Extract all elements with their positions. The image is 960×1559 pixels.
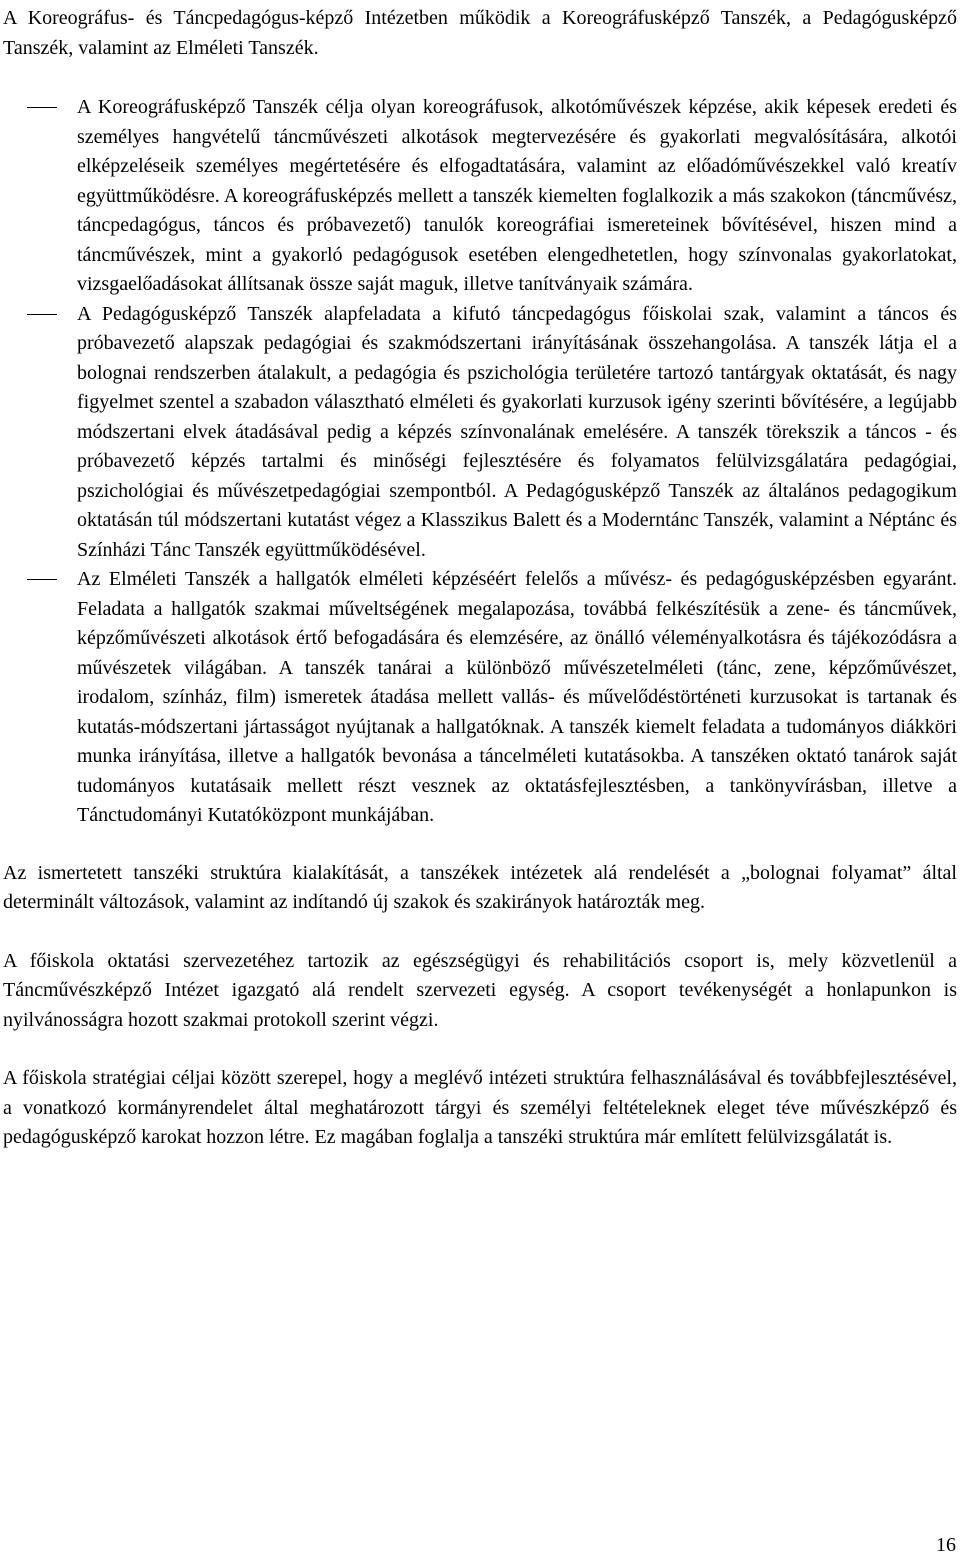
list-item-theory-department (3, 565, 957, 831)
list-item-text: Az Elméleti Tanszék a hallgatók elméleti képzéséért felelős a művész- és pedagógusképzésben egyaránt. Feladata a hallgatók szakmai műveltségének megalapozása, továbbá felkészítésük a zene- és táncművek, képzőművészeti alkotások értő befogadására és elemzésére, az önálló véleményalkotásra és tájékozódásra a művészetek világában. A tanszék tanárai a különböző művészetelméleti (tánc, zene, képzőművészet, irodalom, színház, film) ismeretek átadása mellett vallás- és művelődéstörténeti kurzusokat is tartanak és kutatás-módszertani jártasságot nyújtanak a hallgatóknak. A tanszék kiemelt feladata a tudományos diákköri munka irányítása, illetve a hallgatók bevonása a táncelméleti kutatásokba. A tanszéken oktató tanárok saját tudományos kutatásaik mellett részt vesznek az oktatásfejlesztésben, a tankönyvírásban, illetve a Tánctudományi Kutatóközpont munkájában. (77, 568, 957, 826)
dash-bullet-icon (27, 314, 57, 315)
body-paragraph: A főiskola stratégiai céljai között szerepel, hogy a meglévő intézeti struktúra felhasználásával és továbbfejlesztésével, a vonatkozó kormányrendelet által meghatározott tárgyi és személyi feltételeknek eleget téve művészképző és pedagógusképző karokat hozzon létre. Ez magában foglalja a tanszéki struktúra már említett felülvizsgálatát is. (3, 1067, 957, 1148)
dash-bullet-icon (27, 107, 57, 108)
intro-paragraph: A Koreográfus- és Táncpedagógus-képző Intézetben működik a Koreográfusképző Tanszék, a Pedagógusképző Tanszék, valamint az Elméleti Tanszék. (3, 7, 957, 59)
page-number: 16 (936, 1534, 956, 1556)
dash-bullet-icon (27, 579, 57, 580)
list-item-pedagogy-department (3, 300, 957, 566)
list-item-text: A Koreográfusképző Tanszék célja olyan koreográfusok, alkotóművészek képzése, akik képesek eredeti és személyes hangvételű táncművészeti alkotások megtervezésére és gyakorlati megvalósítására, alkotói elképzeléseik személyes megértetésére és elfogadtatására, valamint az előadóművészekkel való kreatív együttműködésre. A koreográfusképzés mellett a tanszék kiemelten foglalkozik a más szakokon (táncművész, táncpedagógus, táncos és próbavezető) tanulók koreográfiai ismereteinek bővítésével, hiszen mind a táncművészek, mint a gyakorló pedagógusok esetében elengedhetetlen, hogy színvonalas gyakorlatokat, vizsgaelőadásokat állítsanak össze saját maguk, illetve tanítványaik számára. (77, 96, 957, 295)
department-list (3, 93, 957, 831)
list-item-choreographer-department (3, 93, 957, 300)
body-paragraph: A főiskola oktatási szervezetéhez tartozik az egészségügyi és rehabilitációs csoport is, mely közvetlenül a Táncművészképző Intézet igazgató alá rendelt szervezeti egység. A csoport tevékenységét a honlapunkon is nyilvánosságra hozott szakmai protokoll szerint végzi. (3, 949, 957, 1031)
body-paragraph: Az ismertetett tanszéki struktúra kialakítását, a tanszékek intézetek alá rendelését a „bolognai folyamat” által determinált változások, valamint az indítandó új szakok és szakirányok határozták meg. (3, 861, 957, 913)
list-item-text: A Pedagógusképző Tanszék alapfeladata a kifutó táncpedagógus főiskolai szak, valamint a táncos és próbavezető alapszak pedagógiai és szakmódszertani irányításának összehangolása. A tanszék látja el a bolognai rendszerben átalakult, a pedagógia és pszichológia területére tartozó tantárgyak oktatását, és nagy figyelmet szentel a szabadon választható elméleti és gyakorlati kurzusok igény szerinti bővítésére, a legújabb módszertani elvek átadásával pedig a képzés színvonalának emelésére. A tanszék törekszik a táncos - és próbavezető képzés tartalmi és minőségi fejlesztésére és folyamatos felülvizsgálatára pedagógiai, pszichológiai és művészetpedagógiai szempontból. A Pedagógusképző Tanszék az általános pedagogikum oktatásán túl módszertani kutatást végez a Klasszikus Balett és a Moderntánc Tanszék, valamint a Néptánc és Színházi Tánc Tanszék együttműködésével. (77, 302, 957, 561)
